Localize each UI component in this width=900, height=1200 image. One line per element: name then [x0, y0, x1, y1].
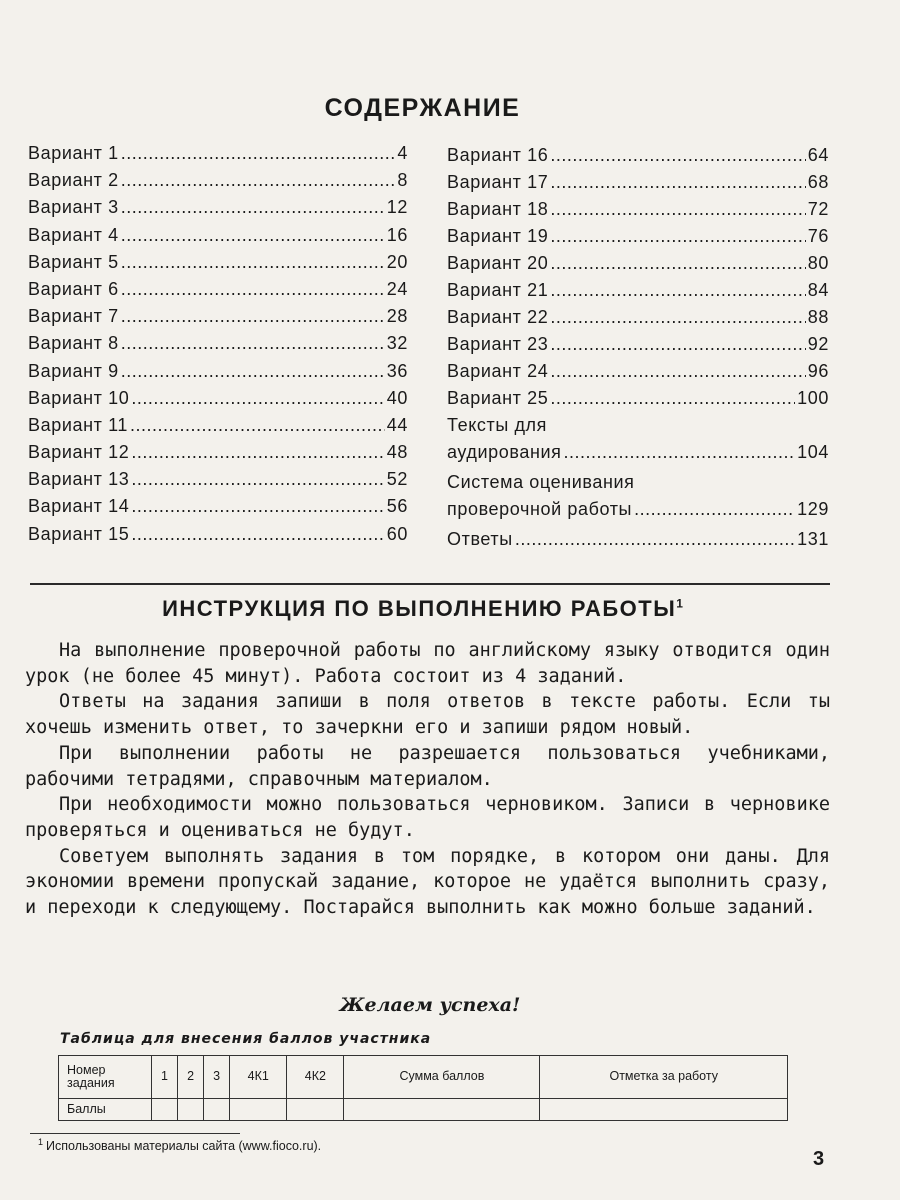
footnote-mark: 1 [38, 1137, 44, 1147]
toc-entry [447, 223, 829, 250]
toc-entry-page: 96 [807, 361, 829, 381]
toc-entry-page: 68 [807, 172, 829, 192]
toc-entry-page: 40 [386, 387, 408, 408]
section-divider [30, 583, 830, 585]
toc-dot-leader [550, 169, 805, 196]
toc-entry-answers [447, 526, 829, 553]
toc-entry [28, 330, 408, 357]
table-row [59, 1098, 788, 1120]
toc-entry-label: Вариант 12 [28, 442, 130, 463]
toc-dot-leader [550, 331, 805, 358]
toc-entry-label: Вариант 6 [28, 278, 119, 299]
table-row [59, 1056, 788, 1099]
toc-dot-leader [550, 142, 805, 169]
toc-entry [447, 142, 829, 169]
toc-entry-label: Вариант 4 [28, 224, 119, 245]
score-cell[interactable] [230, 1098, 287, 1120]
toc-entry-label: Вариант 19 [447, 226, 549, 246]
instruction-paragraph: Ответы на задания запиши в поля ответов в тексте работы. Если ты хочешь изменить ответ, то зачеркни его и запиши рядом новый. [25, 691, 830, 739]
toc-entry-page: 16 [386, 224, 408, 245]
footnote-mark: 1 [676, 596, 683, 611]
toc-entry-page: 104 [797, 442, 829, 462]
toc-entry [28, 412, 408, 439]
toc-dot-leader [131, 521, 384, 548]
toc-entry [28, 249, 408, 276]
score-cell[interactable] [287, 1098, 344, 1120]
toc-entry [447, 304, 829, 331]
toc-entry-page: 129 [797, 499, 829, 519]
toc-entry-page: 131 [797, 529, 829, 549]
toc-entry [447, 277, 829, 304]
toc-entry-label: Вариант 10 [28, 387, 130, 408]
toc-dot-leader [131, 439, 384, 466]
toc-dot-leader [550, 223, 805, 250]
toc-dot-leader [121, 194, 385, 221]
toc-dot-leader [131, 493, 384, 520]
toc-dot-leader [121, 303, 385, 330]
toc-dot-leader [550, 304, 805, 331]
toc-entry-page: 12 [386, 197, 408, 218]
toc-entry-label: Вариант 1 [28, 143, 119, 163]
toc-entry-page: 24 [386, 278, 408, 299]
toc-entry [28, 439, 408, 466]
toc-entry-page: 36 [386, 360, 408, 381]
toc-entry-label: Вариант 17 [447, 172, 549, 192]
toc-entry-page: 84 [807, 280, 829, 300]
toc-entry [28, 385, 408, 412]
toc-dot-leader [121, 249, 385, 276]
contents-right-column [447, 142, 829, 553]
toc-entry [447, 196, 829, 223]
toc-entry [28, 276, 408, 303]
table-column-header: 2 [178, 1056, 204, 1099]
toc-entry-label: Вариант 13 [28, 469, 130, 490]
toc-entry-label: Вариант 2 [28, 170, 119, 191]
toc-entry [28, 358, 408, 385]
footnote-rule [30, 1133, 240, 1134]
toc-entry-label: аудирования [447, 442, 562, 462]
toc-entry-page: 20 [386, 251, 408, 272]
footnote-text: Использованы материалы сайта (www.fioco.ru). [46, 1139, 322, 1154]
toc-entry-page: 76 [807, 226, 829, 246]
toc-entry-page: 28 [386, 306, 408, 327]
instructions-title [0, 596, 845, 622]
toc-entry [447, 358, 829, 385]
toc-entry-page: 92 [807, 334, 829, 354]
contents-title: СОДЕРЖАНИЕ [324, 94, 521, 122]
toc-entry-audio [447, 439, 829, 466]
toc-entry-grading [447, 496, 829, 523]
toc-entry-label: Вариант 22 [447, 307, 549, 327]
table-column-header: Отметка за работу [540, 1056, 788, 1099]
toc-entry [28, 303, 408, 330]
toc-dot-leader [634, 496, 795, 523]
score-cell[interactable] [178, 1098, 204, 1120]
toc-audio-line1: Тексты для [447, 415, 548, 435]
toc-entry-page: 72 [807, 199, 829, 219]
table-column-header: 3 [204, 1056, 230, 1099]
toc-entry [28, 466, 408, 493]
toc-entry-page: 8 [397, 170, 408, 191]
toc-dot-leader [121, 276, 385, 303]
toc-entry [447, 331, 829, 358]
instruction-paragraph: Советуем выполнять задания в том порядке, в котором они даны. Для экономии времени пропускай задание, которое не удаётся выполнить сразу, и переходи к следующему. Постарайся выполнить как можно больше заданий. [25, 845, 830, 919]
toc-entry-label: Вариант 15 [28, 523, 130, 544]
toc-entry-label: Ответы [447, 529, 513, 549]
toc-entry [447, 385, 829, 412]
toc-entry-page: 52 [386, 469, 408, 490]
toc-dot-leader [131, 385, 384, 412]
toc-entry-label: Вариант 25 [447, 388, 549, 408]
footnote [38, 1137, 321, 1153]
toc-entry-label: Вариант 8 [28, 333, 119, 354]
toc-dot-leader [121, 140, 396, 167]
toc-entry-label: Вариант 7 [28, 306, 119, 327]
score-cell[interactable] [204, 1098, 230, 1120]
toc-entry [28, 140, 408, 167]
toc-entry-label: Вариант 14 [28, 496, 130, 517]
toc-entry-label: Вариант 18 [447, 199, 549, 219]
instruction-paragraph: При выполнении работы не разрешается пользоваться учебниками, рабочими тетрадями, справочным материалом. [25, 742, 830, 790]
score-table [58, 1055, 788, 1121]
toc-grading-line1: Система оценивания [447, 472, 635, 492]
toc-entry-page: 44 [386, 414, 408, 435]
toc-entry-label: Вариант 21 [447, 280, 549, 300]
toc-entry [447, 250, 829, 277]
toc-entry-label: Вариант 3 [28, 197, 119, 218]
toc-entry-page: 32 [386, 333, 408, 354]
instructions-title-text: ИНСТРУКЦИЯ ПО ВЫПОЛНЕНИЮ РАБОТЫ [162, 596, 677, 621]
toc-dot-leader [121, 330, 385, 357]
toc-entry-label: Вариант 16 [447, 145, 549, 165]
instruction-paragraph: На выполнение проверочной работы по английскому языку отводится один урок (не более 45 минут). Работа состоит из 4 заданий. [25, 640, 830, 687]
toc-entry [28, 493, 408, 520]
toc-dot-leader [550, 277, 805, 304]
toc-entry-page: 64 [807, 145, 829, 165]
page-number: 3 [813, 1148, 825, 1170]
toc-entry-page: 60 [386, 523, 408, 544]
toc-entry-label: Вариант 23 [447, 334, 549, 354]
toc-dot-leader [550, 250, 805, 277]
good-luck-wish: Желаем успеха! [339, 994, 521, 1016]
table-column-header: 1 [152, 1056, 178, 1099]
table-column-header: 4К2 [287, 1056, 344, 1099]
contents-left-column [28, 140, 408, 548]
toc-dot-leader [564, 439, 796, 466]
score-cell[interactable] [152, 1098, 178, 1120]
toc-entry-page: 4 [397, 143, 408, 163]
toc-entry-label: проверочной работы [447, 499, 633, 519]
table-row-header: Номер задания [59, 1056, 152, 1099]
score-table-caption: Таблица для внесения баллов участника [60, 1031, 432, 1047]
toc-entry [28, 194, 408, 221]
toc-entry [447, 169, 829, 196]
score-cell[interactable] [344, 1098, 540, 1120]
toc-dot-leader [515, 526, 795, 553]
toc-dot-leader [550, 385, 795, 412]
toc-dot-leader [550, 196, 805, 223]
toc-entry [28, 222, 408, 249]
toc-dot-leader [130, 412, 385, 439]
toc-entry-label: Вариант 11 [28, 414, 128, 435]
score-cell[interactable] [540, 1098, 788, 1120]
toc-entry-label: Вариант 5 [28, 251, 119, 272]
toc-entry-page: 56 [386, 496, 408, 517]
toc-entry [28, 521, 408, 548]
toc-entry [28, 167, 408, 194]
instructions-body [25, 638, 830, 921]
toc-dot-leader [121, 167, 396, 194]
toc-dot-leader [121, 358, 385, 385]
toc-entry-label: Вариант 20 [447, 253, 549, 273]
toc-entry-label: Вариант 9 [28, 360, 119, 381]
toc-entry-label: Вариант 24 [447, 361, 549, 381]
toc-entry-page: 100 [797, 388, 829, 408]
toc-dot-leader [131, 466, 384, 493]
toc-dot-leader [550, 358, 805, 385]
toc-dot-leader [121, 222, 385, 249]
instruction-paragraph: При необходимости можно пользоваться черновиком. Записи в черновике проверяться и оцениваться не будут. [25, 794, 830, 841]
table-column-header: Сумма баллов [344, 1056, 540, 1099]
toc-entry-page: 88 [807, 307, 829, 327]
toc-entry-page: 80 [807, 253, 829, 273]
toc-entry-page: 48 [386, 442, 408, 463]
table-column-header: 4К1 [230, 1056, 287, 1099]
table-row-header: Баллы [59, 1098, 152, 1120]
